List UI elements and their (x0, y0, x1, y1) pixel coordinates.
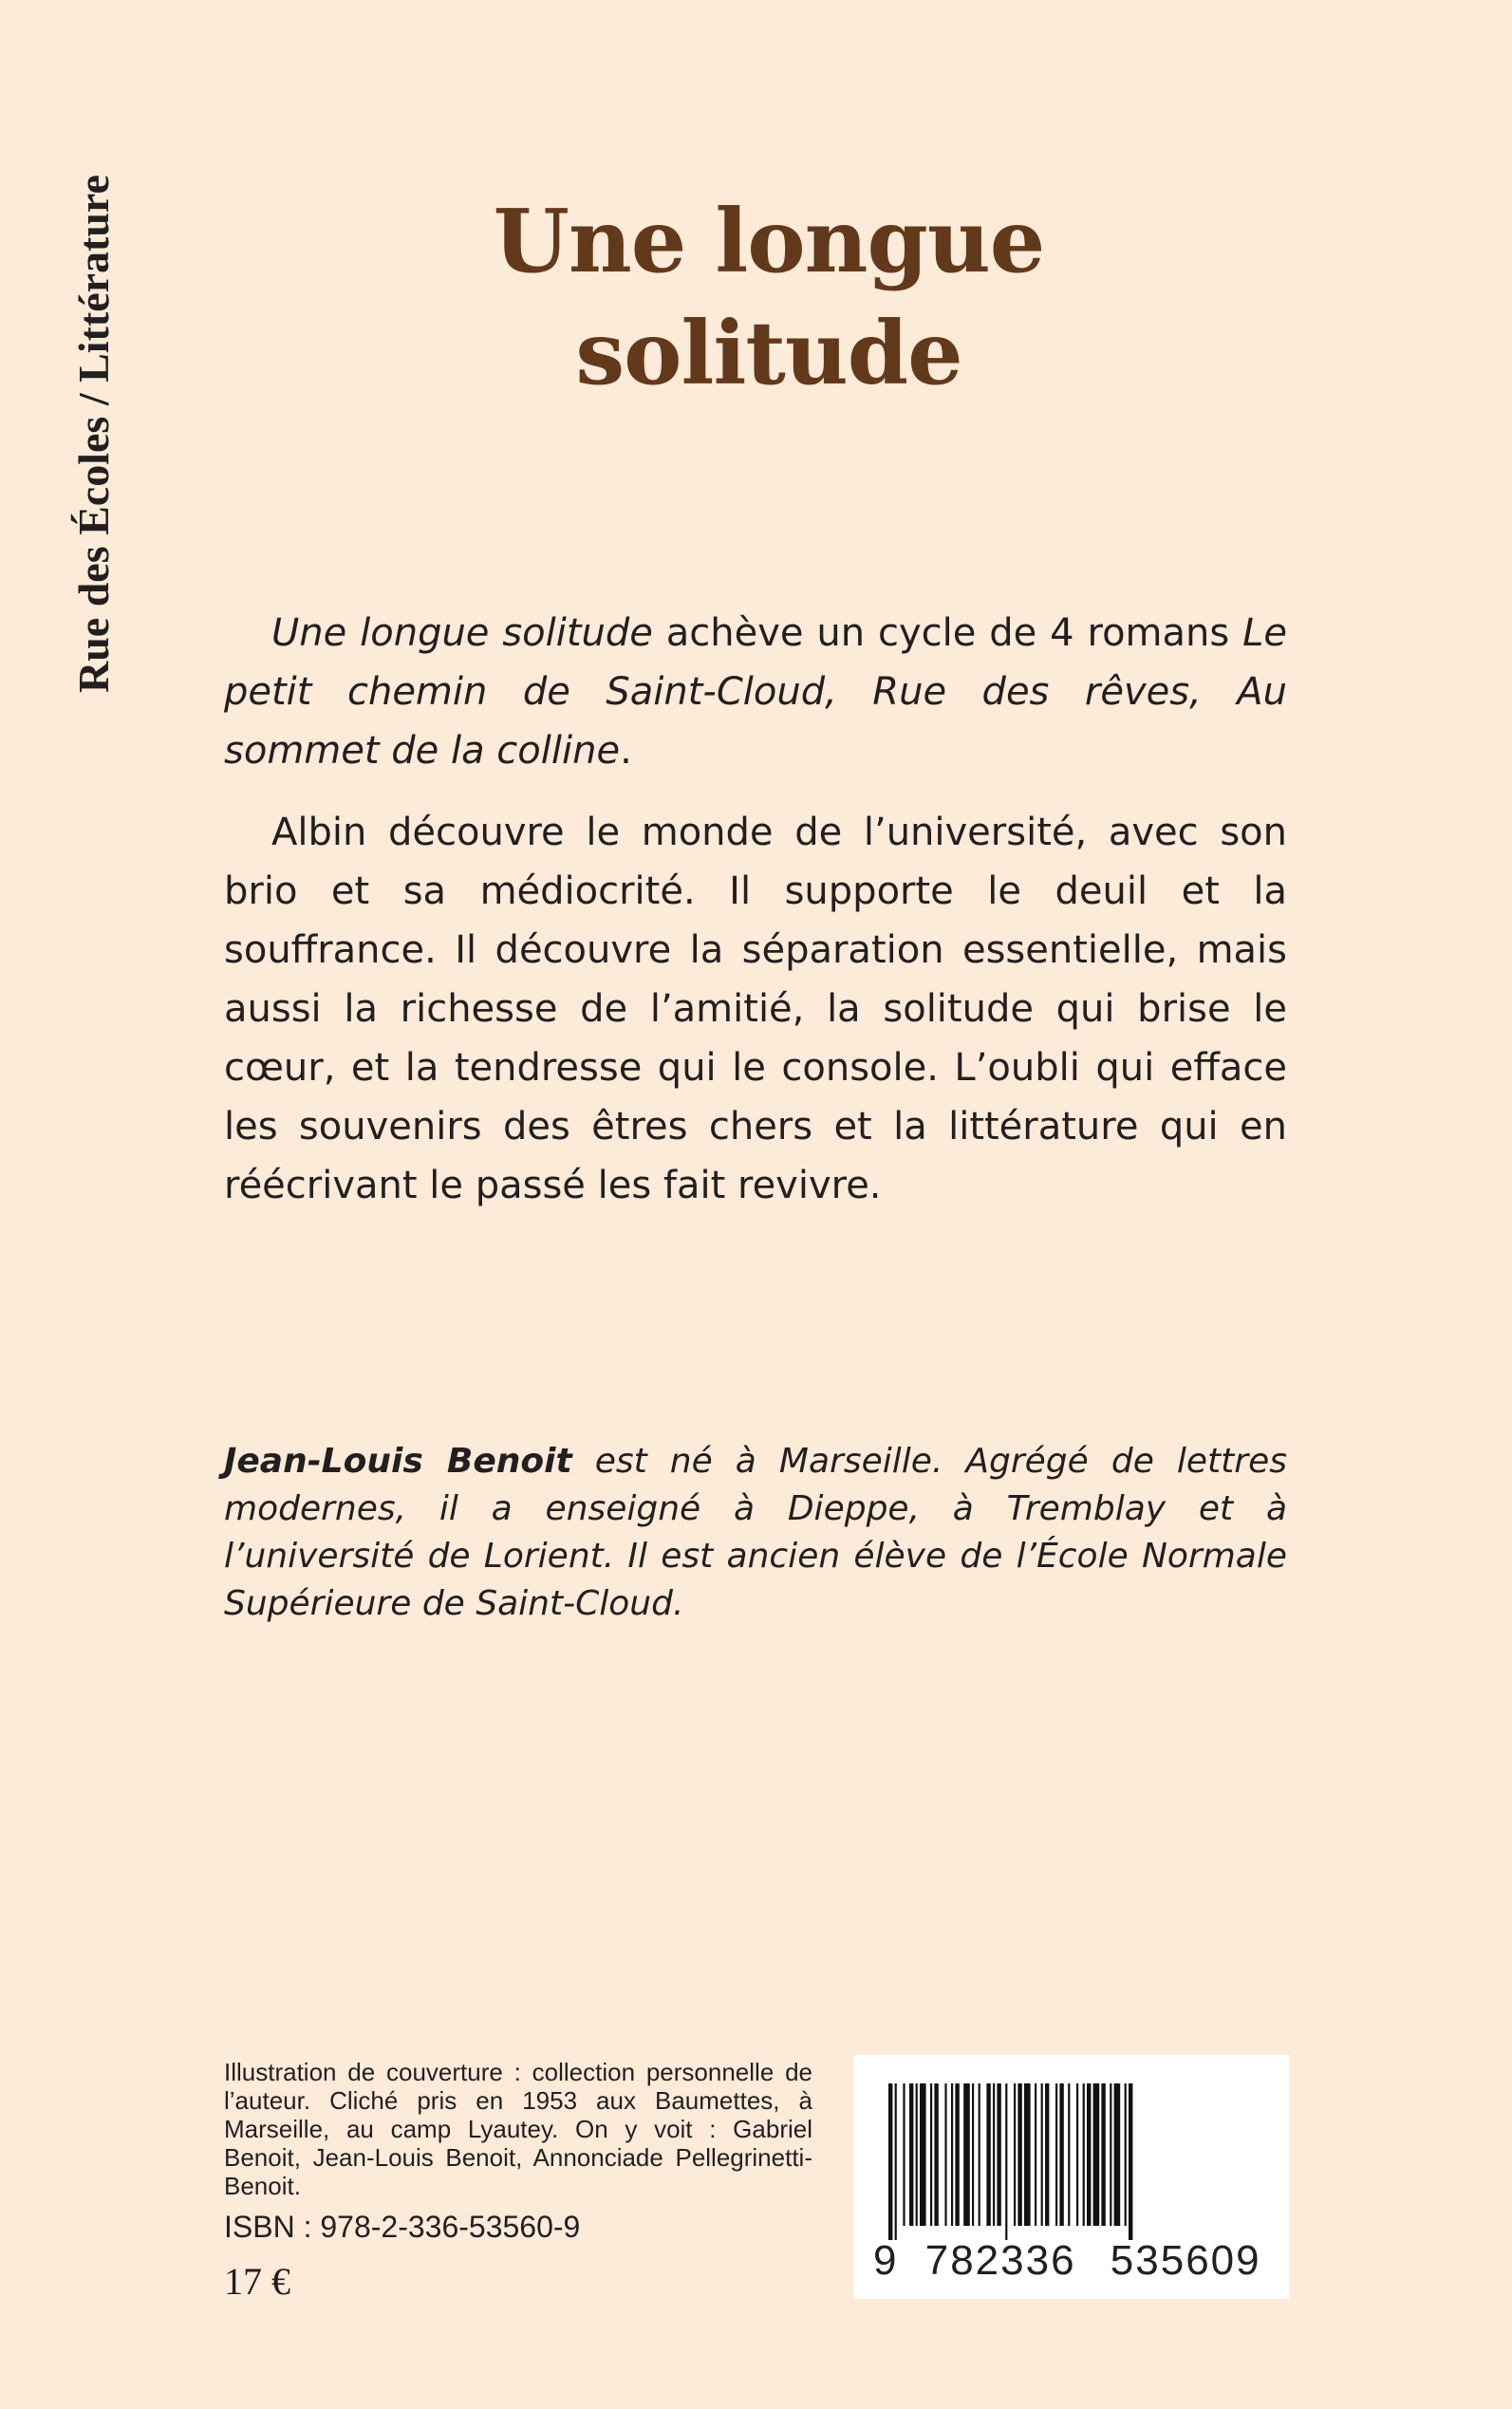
barcode-bar (1055, 2083, 1057, 2226)
cover-credits: Illustration de couverture : collection personnelle de l’auteur. Cliché pris en 1953 aux Baumettes, à Marseille, au camp Lyautey. On y voit : Gabriel Benoit, Jean-Louis Benoit, Annonciade Pellegrinetti-Benoit. (224, 2058, 812, 2200)
isbn: ISBN : 978-2-336-53560-9 (224, 2210, 581, 2244)
barcode-bar (1076, 2083, 1078, 2226)
summary (224, 604, 1287, 1215)
barcode-bar (1041, 2083, 1043, 2226)
summary-italic-series: Le petit chemin de Saint-Cloud, Rue des rêves, Au sommet de la colline (224, 611, 1288, 773)
barcode-bar (972, 2083, 974, 2226)
summary-paragraph-1 (224, 604, 1287, 780)
barcode-bar (1059, 2083, 1063, 2226)
barcode-bar (1114, 2083, 1121, 2226)
barcode-bar (920, 2083, 926, 2226)
barcode-bar (951, 2083, 953, 2226)
barcode-bar (1035, 2083, 1036, 2226)
barcode-bar (895, 2083, 897, 2240)
barcode-bar (916, 2083, 918, 2226)
barcode-bar (1024, 2083, 1031, 2226)
barcode-digits (873, 2237, 1272, 2285)
barcode-bar (1017, 2083, 1021, 2226)
summary-text: achève un cycle de 4 romans (652, 611, 1243, 655)
barcode-group-1: 782336 (924, 2237, 1076, 2284)
title-line-2: solitude (575, 302, 962, 404)
barcode-bar (1093, 2083, 1100, 2226)
barcode-bar (1083, 2083, 1085, 2226)
barcode-bar (1110, 2083, 1111, 2226)
barcode (854, 2055, 1289, 2299)
barcode-bars (854, 2055, 1289, 2245)
book-title (285, 185, 1253, 409)
barcode-bar (997, 2083, 1000, 2226)
barcode-bar (993, 2083, 995, 2226)
author-bio-text: est né à Marseille. Agrégé de lettres modernes, il a enseigné à Dieppe, à Tremblay et à l’université de Lorient. Il est ancien élève de l’École Normale Supérieure de Saint-Cloud. (224, 1442, 1287, 1623)
spine-text: Rue des Écoles / Littérature (69, 175, 118, 693)
barcode-bar (1045, 2083, 1049, 2226)
barcode-group-2: 535609 (1110, 2237, 1261, 2284)
barcode-bar (1068, 2083, 1070, 2226)
author-bio (224, 1438, 1287, 1628)
summary-italic-title: Une longue solitude (271, 611, 653, 655)
title-line-1: Une longue (493, 190, 1045, 292)
barcode-lead-digit: 9 (873, 2237, 899, 2284)
author-name: Jean-Louis Benoit (224, 1442, 572, 1481)
summary-period: . (620, 729, 632, 773)
barcode-bar (955, 2083, 959, 2226)
barcode-bar (934, 2083, 938, 2226)
barcode-bar (1101, 2083, 1105, 2226)
barcode-bar (1014, 2083, 1016, 2226)
barcode-bar (903, 2083, 905, 2226)
barcode-bar (888, 2083, 892, 2240)
barcode-bar (963, 2083, 970, 2226)
price: 17 € (224, 2260, 290, 2303)
summary-paragraph-2: Albin découvre le monde de l’université, avec son brio et sa médiocrité. Il supporte le deuil et la souffrance. Il découvre la séparation essentielle, mais aussi la richesse de l’amitié, la solitude qui brise le cœur, et la tendresse qui le console. L’oubli qui efface les souvenirs des êtres chers et la littérature qui en réécrivant le passé les fait revivre. (224, 811, 1287, 1207)
barcode-bar (1005, 2083, 1007, 2240)
barcode-bar (979, 2083, 980, 2226)
barcode-bar (944, 2083, 946, 2226)
barcode-bar (986, 2083, 990, 2226)
barcode-bar (1087, 2083, 1091, 2226)
barcode-bar (930, 2083, 932, 2226)
barcode-bar (1129, 2083, 1132, 2240)
barcode-bar (909, 2083, 913, 2226)
barcode-bar (1125, 2083, 1127, 2226)
